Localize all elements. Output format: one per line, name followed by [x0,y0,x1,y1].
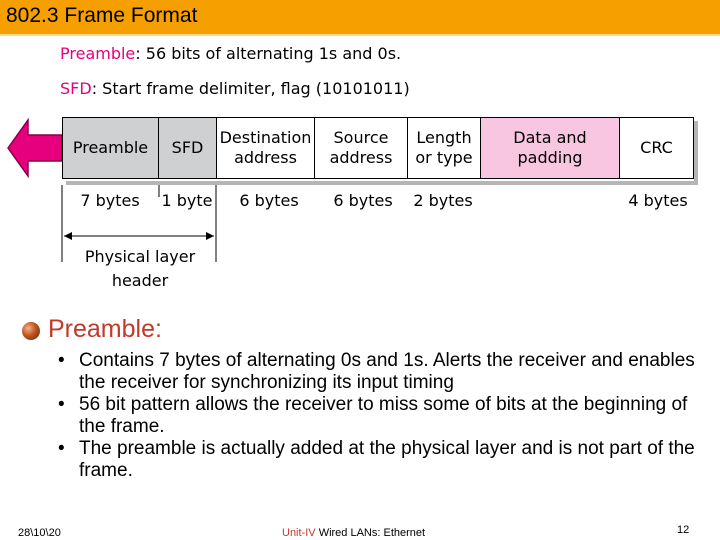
section-heading: Preamble: [48,315,162,343]
bytes-length-or-type: 2 bytes [413,191,473,210]
bytes-source-address: 6 bytes [333,191,393,210]
field-preamble: Preamble [62,117,159,179]
list-item: • 56 bit pattern allows the receiver to miss some of bits at the beginning of the frame. [58,394,688,437]
bytes-crc: 4 bytes [628,191,688,210]
frame-format-box [62,117,694,181]
field-destination-address: Destination address [216,117,315,179]
preamble-definition-label: Preamble [60,44,136,63]
field-source-address: Source address [314,117,408,179]
list-item: • The preamble is actually added at the physical layer and is not part of the frame. [58,438,695,481]
sfd-definition-label: SFD [60,79,92,98]
bytes-preamble: 7 bytes [80,191,140,210]
bytes-destination-address: 6 bytes [239,191,299,210]
physical-header-left-arrowhead-icon [64,232,72,240]
bytes-sfd: 1 byte [161,191,213,210]
field-length-or-type: Length or type [407,117,481,179]
field-data-and-padding: Data and padding [480,117,620,179]
footer-topic: Wired LANs: Ethernet [318,527,426,539]
footer-course [282,527,425,539]
footer-date: 28\10\20 [18,527,61,539]
bullet-dot-icon: • [58,438,65,459]
footer-unit: Unit-IV [282,527,316,539]
page-number: 12 [677,524,690,536]
physical-header-right-arrowhead-icon [206,232,214,240]
bullet-list [56,350,716,482]
transmission-arrow-icon [8,120,62,176]
field-sfd: SFD [158,117,217,179]
sfd-definition-text: : Start frame delimiter, flag (10101011) [91,79,410,98]
preamble-definition-text: : 56 bits of alternating 1s and 0s. [135,44,402,63]
list-item: • Contains 7 bytes of alternating 0s and 1s. Alerts the receiver and enables the receiver for synchronizing its input timing [58,350,695,393]
field-crc: CRC [619,117,694,179]
slide-title: 802.3 Frame Format [6,4,198,27]
physical-layer-header-label: Physical layer header [84,247,196,290]
bullet-sphere-icon [22,322,40,340]
bullet-dot-icon: • [58,350,65,371]
bullet-dot-icon: • [58,394,65,415]
